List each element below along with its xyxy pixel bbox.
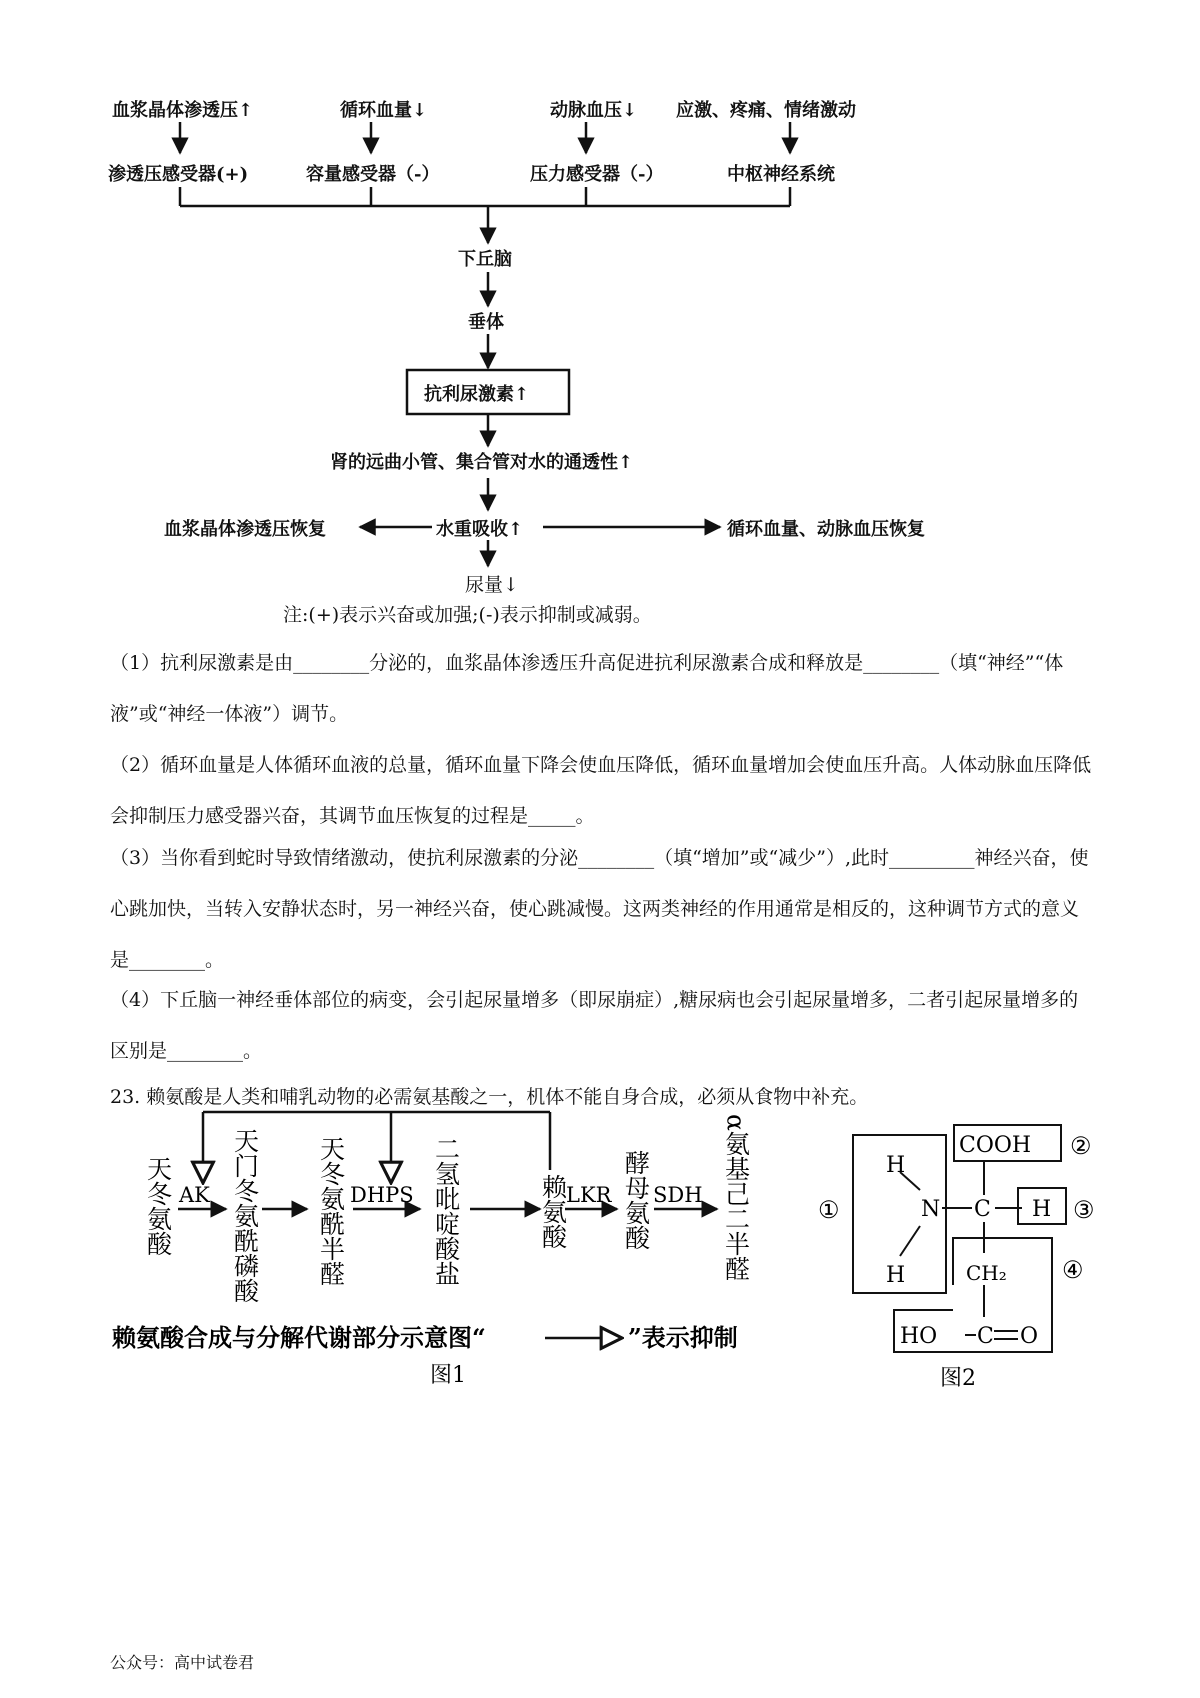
carboxyl-group: COOH: [959, 1133, 1032, 1158]
enzyme-lkr: LKR: [566, 1183, 612, 1207]
question-23-text: 23. 赖氨酸是人类和哺乳动物的必需氨基酸之一，机体不能自身合成，必须从食物中补充。: [110, 1086, 869, 1108]
figure-1: [0, 1100, 800, 1390]
compound-aspartyl-phosphate: 天门冬氨酰磷酸: [230, 1128, 260, 1303]
amine-h-top: H: [886, 1153, 906, 1178]
compound-saccharopine: 酵母氨酸: [621, 1150, 651, 1250]
flow-note: 注:(+)表示兴奋或加强;(-)表示抑制或减弱。: [283, 604, 652, 626]
pituitary-label: 垂体: [468, 312, 504, 333]
figure-2: [800, 1110, 1120, 1390]
figure-2-label: 图2: [940, 1366, 976, 1390]
left-result-label: 血浆晶体渗透压恢复: [164, 519, 326, 540]
methylene-group: CH₂: [966, 1261, 1007, 1285]
marker-1: ①: [818, 1196, 840, 1224]
question-3-text: （3）当你看到蛇时导致情绪激动，使抗利尿激素的分泌________（填“增加”或“减少”）,此时_________神经兴奋，使心跳加快，当转入安静状态时，另一神经兴奋，使心跳减慢。这两类神经的作用通常是相反的，这种调节方式的意义是________。: [110, 847, 1089, 971]
input-stress: 应激、疼痛、情绪激动: [676, 100, 856, 121]
figure-1-label: 图1: [430, 1363, 466, 1388]
flow-diagram-lines: [0, 0, 1200, 600]
carbonyl-oxygen: O: [1020, 1324, 1039, 1349]
enzyme-ak: AK: [179, 1183, 210, 1207]
kidney-permeability-label: 肾的远曲小管、集合管对水的通透性↑: [330, 452, 634, 473]
hydroxyl-label: HO: [900, 1324, 938, 1349]
question-3: [110, 833, 1095, 986]
receptor-osmotic: 渗透压感受器(+): [108, 164, 249, 185]
figure-1-caption-left: 赖氨酸合成与分解代谢部分示意图“: [112, 1323, 486, 1352]
footer-source: 公众号：高中试卷君: [110, 1653, 255, 1672]
question-4: [110, 975, 1095, 1077]
question-4-text: （4）下丘脑一神经垂体部位的病变，会引起尿量增多（即尿崩症）,糖尿病也会引起尿量增多，二者引起尿量增多的区别是________。: [110, 989, 1079, 1062]
amine-h-bottom: H: [886, 1263, 906, 1288]
water-reabsorption-label: 水重吸收↑: [436, 519, 524, 540]
urine-label: 尿量↓: [465, 574, 519, 596]
compound-aspartate: 天冬氨酸: [143, 1156, 173, 1256]
enzyme-dhps: DHPS: [350, 1183, 414, 1207]
input-blood-volume: 循环血量↓: [340, 100, 428, 121]
compound-lysine: 赖氨酸: [538, 1174, 568, 1249]
compound-dihydropicolinate: 二氢吡啶酸盐: [431, 1136, 461, 1286]
marker-3: ③: [1073, 1196, 1095, 1224]
hypothalamus-label: 下丘脑: [458, 249, 512, 270]
receptor-pressure: 压力感受器（-）: [530, 164, 664, 185]
question-1: [110, 638, 1095, 740]
figure-1-caption-right: ”表示抑制: [628, 1323, 738, 1352]
question-2-text: （2）循环血量是人体循环血液的总量，循环血量下降会使血压降低，循环血量增加会使血压升高。人体动脉血压降低会抑制压力感受器兴奋，其调节血压恢复的过程是_____。: [110, 754, 1092, 827]
adh-label: 抗利尿激素↑: [424, 384, 530, 405]
amine-n: N: [921, 1197, 941, 1222]
alpha-carbon: C: [974, 1197, 991, 1222]
compound-aspartate-semialdehyde: 天冬氨酰半醛: [316, 1136, 346, 1286]
marker-4: ④: [1062, 1256, 1084, 1284]
question-2: [110, 740, 1095, 842]
compound-aminoadipic-semialdehyde: α氨基己二半醛: [721, 1114, 751, 1281]
alpha-h: H: [1032, 1197, 1052, 1222]
carbonyl-carbon: C: [977, 1324, 994, 1349]
input-osmotic-pressure: 血浆晶体渗透压↑: [112, 100, 254, 121]
right-result-label: 循环血量、动脉血压恢复: [727, 519, 925, 540]
enzyme-sdh: SDH: [653, 1183, 703, 1207]
input-arterial-pressure: 动脉血压↓: [550, 100, 638, 121]
marker-2: ②: [1070, 1132, 1092, 1160]
question-1-text: （1）抗利尿激素是由________分泌的，血浆晶体渗透压升高促进抗利尿激素合成和释放是________（填“神经”“体液”或“神经一体液”）调节。: [110, 652, 1064, 725]
receptor-volume: 容量感受器（-）: [306, 164, 440, 185]
receptor-cns: 中枢神经系统: [727, 164, 835, 185]
